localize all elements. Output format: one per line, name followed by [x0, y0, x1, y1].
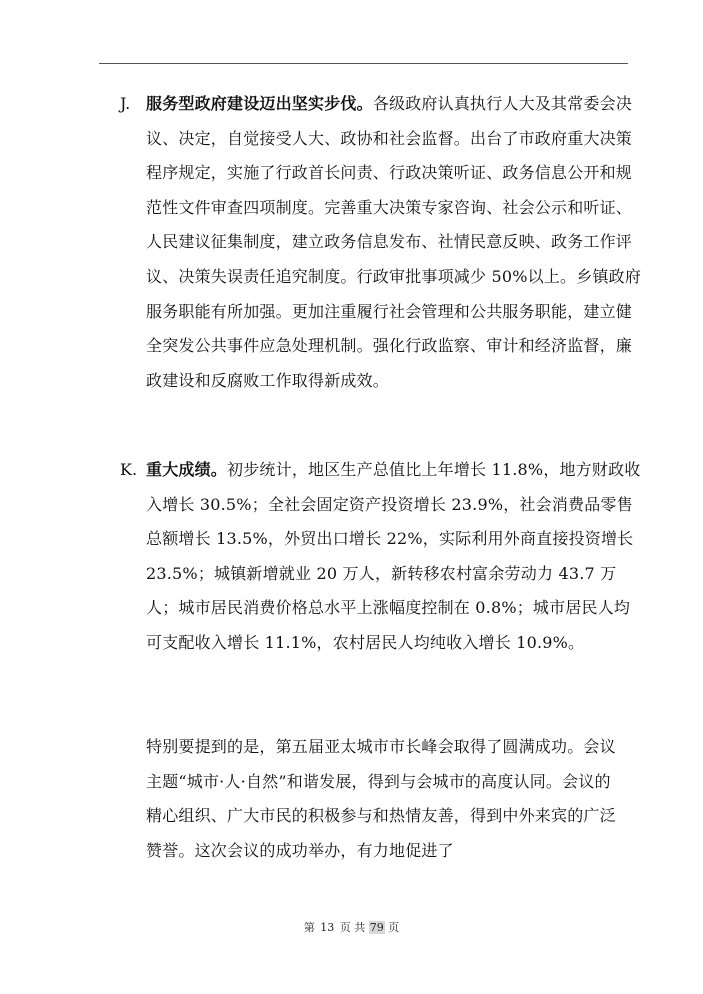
item-body [146, 453, 646, 661]
footer-prefix: 第 [303, 921, 315, 934]
body-paragraph: 特别要提到的是，第五届亚太城市市长峰会取得了圆满成功。会议主题“城市·人·自然”和谐发展，得到与会城市的高度认同。会议的精心组织、广大市民的积极参与和热情友善，得到中外来宾的广泛赞誉。这次会议的成功举办，有力地促进了 [146, 737, 616, 860]
item-heading: 服务型政府建设迈出坚实步伐。 [146, 94, 373, 113]
item-body [146, 87, 646, 398]
current-page-number: 13 [320, 921, 335, 934]
item-label: K. [120, 460, 138, 479]
footer-middle: 页 共 [339, 921, 366, 934]
item-heading: 重大成绩。 [146, 460, 228, 479]
item-text: 初步统计，地区生产总值比上年增长 11.8%，地方财政收入增长 30.5%；全社会固定资产投资增长 23.9%，社会消费品零售总额增长 13.5%，外贸出口增长 22%，实际利用外商直接投资增长 23.5%；城镇新增就业 20 万人，新转移农村富余劳动力 43.7 万人；城市居民消费价格总水平上涨幅度控制在 0.8%；城市居民人均可支配收入增长 11.1%，农村居民人均纯收入增长 10.9%。 [146, 460, 641, 652]
page-footer [0, 919, 703, 935]
item-text: 各级政府认真执行人大及其常委会决议、决定，自觉接受人大、政协和社会监督。出台了市政府重大决策程序规定，实施了行政首长问责、行政决策听证、政务信息公开和规范性文件审查四项制度。完善重大决策专家咨询、社会公示和听证、人民建议征集制度，建立政务信息发布、社情民意反映、政务工作评议、决策失误责任追究制度。行政审批事项减少 50%以上。乡镇政府服务职能有所加强。更加注重履行社会管理和公共服务职能，建立健全突发公共事件应急处理机制。强化行政监察、审计和经济监督，廉政建设和反腐败工作取得新成效。 [146, 94, 642, 390]
total-pages-number: 79 [369, 921, 384, 934]
item-label: J. [120, 94, 131, 113]
footer-suffix: 页 [388, 921, 400, 934]
header-rule [99, 63, 628, 64]
